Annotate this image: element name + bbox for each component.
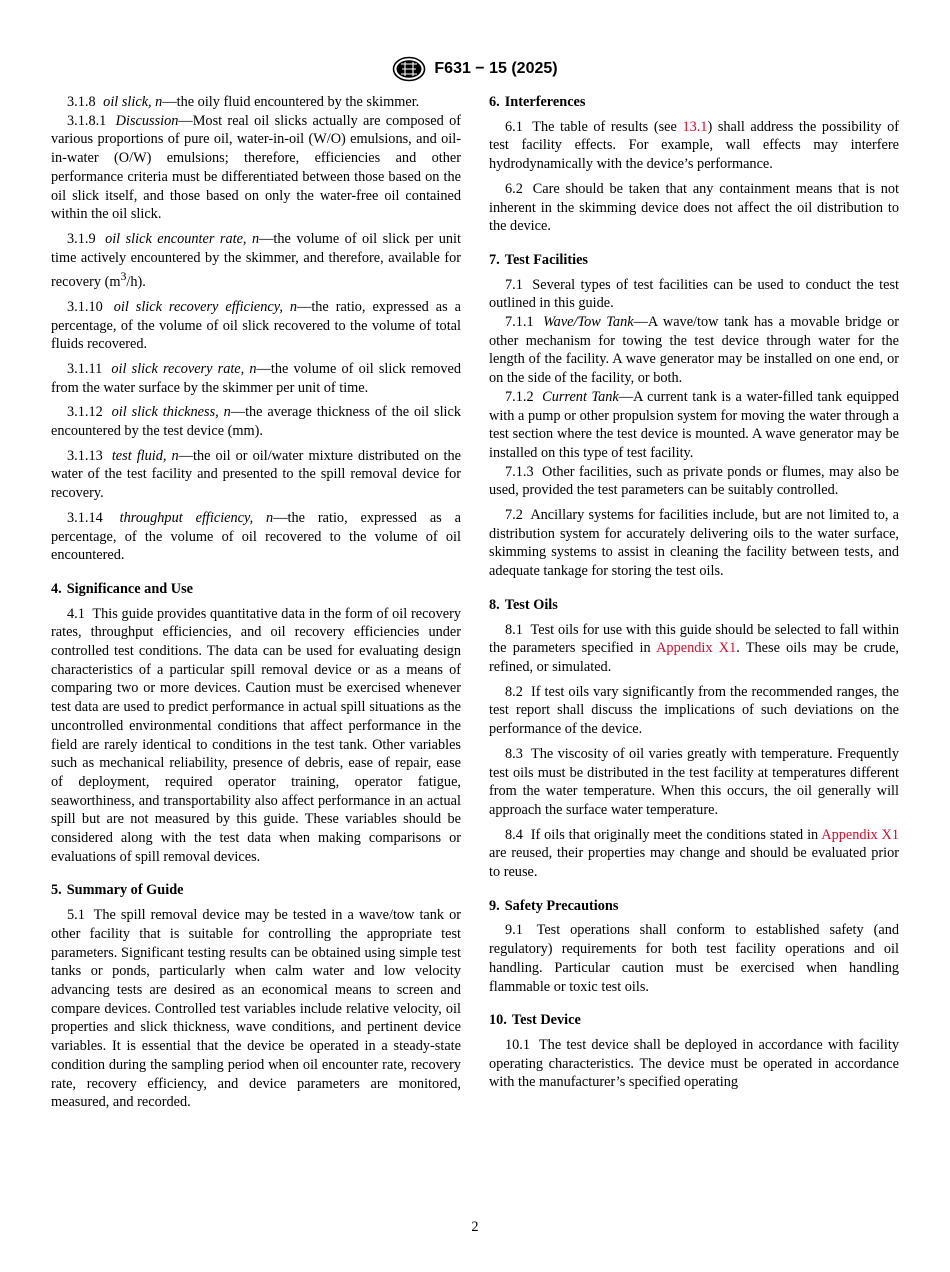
paragraph-text-end: . These oils may be crude, refined, or simulated. (489, 640, 899, 675)
section-title: Test Oils (504, 596, 558, 613)
section-number: 5. (51, 882, 62, 899)
section-heading-10 (489, 1011, 899, 1030)
section-heading-9 (489, 897, 899, 916)
defined-term: oil slick encounter rate, n (105, 230, 260, 247)
paragraph-number: 7.1.1 (505, 314, 534, 331)
paragraph-number: 4.1 (67, 605, 85, 622)
defined-term: oil slick thickness, n (111, 404, 231, 421)
paragraph-number: 7.1.2 (505, 388, 534, 405)
paragraph-9-1 (489, 921, 899, 996)
paragraph-7-1-1 (489, 313, 899, 388)
defined-term: Wave/Tow Tank (543, 314, 634, 331)
paragraph-number: 3.1.11 (67, 360, 103, 377)
paragraph-text: If test oils vary significantly from the recommended ranges, the test report shall discuss the implications of such deviations on the performance of the device. (489, 683, 899, 738)
section-title: Interferences (504, 94, 586, 110)
paragraph-number: 3.1.8.1 (67, 112, 107, 129)
page-number: 2 (471, 1219, 479, 1235)
section-number: 8. (489, 596, 500, 613)
section-heading-6 (489, 93, 899, 112)
paragraph-3-1-8 (51, 93, 461, 112)
paragraph-text: This guide provides quantitative data in the form of oil recovery rates, throughput efficiencies, and oil recovery efficiencies under controlled test conditions. The data can be used for evaluating design characteristics of a particular spill removal device or as a means of comparing two or more devices. Caution must be exercised whenever test data are used to predict performance in actual spill situations as the uncontrolled environmental conditions that affect performance in the field are rarely identical to conditions in the test tank. Other variables such as mechanical reliability, presence of debris, ease of repair, ease of deployment, required operator training, operator fatigue, seaworthiness, and transportability also affect performance in an actual spill but are not measured by this guide. These variables should be considered along with the test data when making comparisons or evaluations of spill removal devices. (51, 605, 461, 865)
paragraph-3-1-8-1 (51, 112, 461, 224)
paragraph-text: Ancillary systems for facilities include, but are not limited to, a distribution system for accurately delivering oils to the water surface, skimming systems to assist in cleaning the facility between tests, and adequate tankage for storing the test oils. (489, 507, 899, 580)
paragraph-text: Test operations shall conform to established safety (and regulatory) requirements for both test facility operations and oil handling. Particular caution must be exercised when handling flammable or toxic test oils. (489, 922, 900, 995)
paragraph-text: If oils that originally meet the conditions stated in (530, 826, 822, 843)
section-number: 7. (489, 251, 500, 268)
paragraph-text: The test device shall be deployed in accordance with facility operating characteristics. The device must be operated in accordance with the manufacturer’s specified operating (489, 1036, 899, 1091)
paragraph-7-1-2 (489, 388, 899, 463)
paragraph-3-1-14 (51, 509, 461, 565)
paragraph-text-end: are reused, their properties may change and should be evaluated prior to reuse. (489, 845, 899, 881)
section-number: 9. (489, 897, 500, 914)
paragraph-number: 3.1.12 (67, 404, 103, 421)
paragraph-3-1-13 (51, 447, 461, 503)
paragraph-3-1-9 (51, 230, 461, 292)
paragraph-number: 7.2 (505, 507, 523, 524)
paragraph-5-1 (51, 906, 461, 1112)
paragraph-7-1 (489, 276, 899, 313)
paragraph-7-2 (489, 506, 899, 581)
defined-term: throughput efficiency, n (119, 509, 274, 526)
paragraph-number: 8.3 (505, 745, 523, 762)
section-number: 4. (51, 580, 62, 597)
paragraph-number: 3.1.14 (67, 509, 103, 526)
paragraph-10-1 (489, 1036, 899, 1092)
section-title: Summary of Guide (66, 882, 184, 899)
paragraph-text: The viscosity of oil varies greatly with temperature. Frequently test oils must be distributed in the test facility at temperatures different from the water temperature. When this occurs, the oil generally will approach the surface water temperature. (489, 745, 899, 818)
paragraph-number: 3.1.10 (67, 298, 103, 315)
paragraph-number: 3.1.8 (67, 94, 96, 110)
defined-term: oil slick recovery rate, n (111, 360, 257, 377)
definition-text: —the oil or oil/water mixture distributed on the water of the test facility and presented to the spill removal device for recovery. (51, 447, 462, 502)
section-title: Test Facilities (504, 251, 588, 268)
standard-designation: F631 − 15 (2025) (434, 60, 558, 77)
paragraph-number: 8.1 (505, 621, 523, 638)
link-section-13-1[interactable]: 13.1 (682, 118, 708, 135)
defined-term: Current Tank (542, 388, 619, 405)
paragraph-6-2 (489, 180, 899, 236)
right-column (489, 93, 899, 1092)
paragraph-8-4 (489, 826, 899, 882)
paragraph-text-end: ) shall address the possibility of test facility effects. For example, wall effects may interfere hydrodynamically with the device’s performance. (489, 118, 900, 173)
paragraph-number: 6.2 (505, 180, 523, 197)
paragraph-number: 8.4 (505, 826, 523, 843)
paragraph-3-1-12 (51, 403, 461, 440)
section-title: Safety Precautions (504, 897, 619, 914)
section-heading-8 (489, 596, 899, 615)
paragraph-text: —A current tank is a water-filled tank equipped with a pump or other propulsion system for moving the water through a test section where the test device is mounted. A wave generator may be installed on this type of test facility. (489, 388, 900, 461)
paragraph-number: 3.1.9 (67, 230, 96, 247)
link-appendix-x1[interactable]: Appendix X1 (821, 826, 900, 843)
superscript: 3 (120, 269, 127, 284)
defined-term: oil slick recovery efficiency, n (113, 298, 298, 315)
link-appendix-x1[interactable]: Appendix X1 (656, 640, 737, 657)
paragraph-number: 6.1 (505, 118, 523, 135)
defined-term: test fluid, n (111, 447, 179, 464)
paragraph-8-1 (489, 621, 899, 677)
section-number: 6. (489, 94, 500, 110)
paragraph-text: —A wave/tow tank has a movable bridge or other mechanism for towing the test device through water for the length of the facility. A wave generator may be installed on one end, or on the side of the facility, or both. (489, 314, 900, 387)
left-column (51, 93, 461, 1112)
section-title: Test Device (511, 1012, 581, 1029)
paragraph-text: Several types of test facilities can be used to conduct the test outlined in this guide. (489, 276, 899, 312)
section-heading-4 (51, 580, 461, 599)
paragraph-8-2 (489, 683, 899, 739)
section-title: Significance and Use (66, 580, 194, 597)
paragraph-number: 10.1 (505, 1036, 531, 1053)
paragraph-number: 7.1.3 (505, 463, 534, 480)
paragraph-text: Other facilities, such as private ponds or flumes, may also be used, provided the test parameters can be suitably controlled. (489, 463, 900, 499)
paragraph-text: Care should be taken that any containment means that is not inherent in the skimming device does not affect the oil distribution to the device. (489, 180, 899, 235)
paragraph-number: 7.1 (505, 276, 523, 293)
paragraph-text: The table of results (see (532, 118, 683, 135)
paragraph-number: 9.1 (505, 922, 523, 939)
definition-text: —the ratio, expressed as a percentage, of the volume of oil slick recovered to the volume of total fluids recovered. (51, 298, 462, 353)
paragraph-number: 8.2 (505, 683, 523, 700)
defined-term: oil slick, n (103, 94, 163, 110)
paragraph-number: 3.1.13 (67, 447, 103, 464)
paragraph-4-1 (51, 605, 461, 867)
definition-text-end: /h). (126, 274, 146, 291)
paragraph-6-1 (489, 118, 899, 174)
definition-text: —the ratio, expressed as a percentage, of the volume of oil recovered to the volume of oil encountered. (51, 509, 461, 564)
definition-text: —the volume of oil slick removed from the water surface by the skimmer per unit of time. (51, 360, 462, 396)
discussion-label: Discussion (115, 112, 179, 129)
page-header (0, 56, 950, 82)
section-heading-5 (51, 881, 461, 900)
definition-text: —the volume of oil slick per unit time actively encountered by the skimmer, and therefore, available for recovery (m (51, 230, 462, 291)
paragraph-8-3 (489, 745, 899, 820)
astm-logo-icon (392, 56, 426, 82)
section-number: 10. (489, 1012, 507, 1029)
paragraph-7-1-3 (489, 463, 899, 500)
section-heading-7 (489, 251, 899, 270)
definition-text: —the average thickness of the oil slick encountered by the test device (mm). (51, 404, 462, 440)
paragraph-number: 5.1 (67, 907, 85, 924)
discussion-text: —Most real oil slicks actually are composed of various proportions of pure oil, water-in-oil (W/O) emulsions, and oil-in-water (O/W) emulsions; therefore, efficiencies and other performance criteria must be differentiated between those based on the oil slick itself, and those based on only the water-free oil contained within the oil slick. (51, 112, 461, 223)
paragraph-3-1-10 (51, 298, 461, 354)
definition-text: —the oily fluid encountered by the skimmer. (162, 94, 420, 110)
paragraph-text: The spill removal device may be tested in a wave/tow tank or other facility that is suitable for controlling the appropriate test parameters. Significant testing results can be obtained using simple test tanks or ponds, particularly when calm water and low velocity advancing tests are desired as an economical means to screen and compare devices. Controlled test variables include relative velocity, oil properties and slick thickness, wave conditions, and pertinent device variables. It is essential that the device be operated in a steady-state condition during the sampling period when oil encounter rate, recovery rate, recovery efficiency, and device parameters are monitored, measured, and recorded. (51, 907, 461, 1111)
paragraph-3-1-11 (51, 360, 461, 397)
paragraph-text: Test oils for use with this guide should be selected to fall within the parameters specified in (489, 621, 899, 657)
